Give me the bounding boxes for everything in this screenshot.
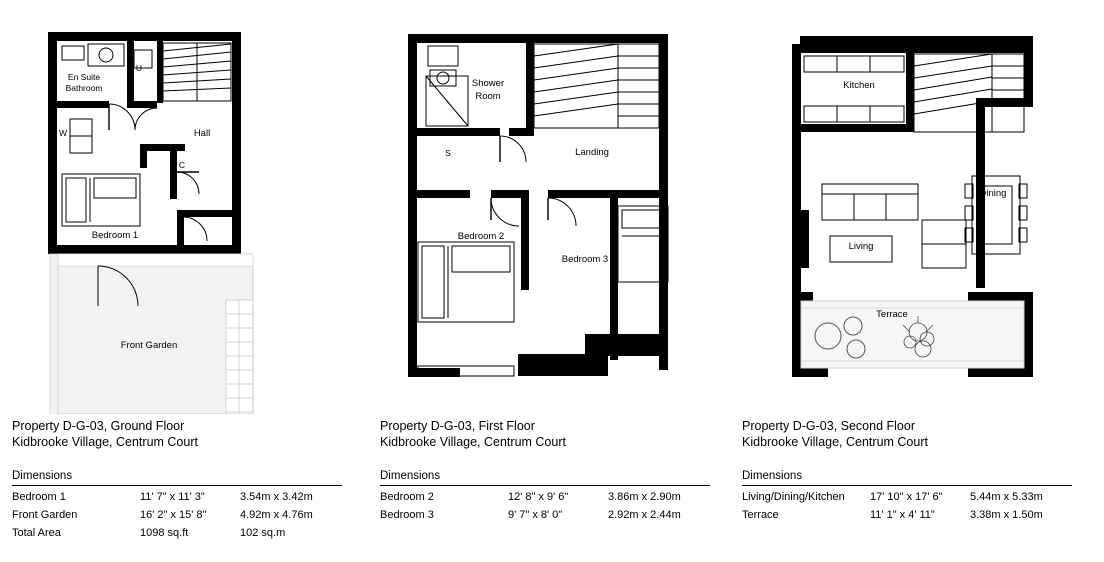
room-label: S	[445, 148, 451, 158]
staircase-ground	[163, 43, 231, 101]
room-label: Dining	[979, 188, 1007, 199]
dimension-imperial: 9' 7" x 8' 0"	[508, 509, 563, 521]
room-label: Hall	[193, 128, 211, 139]
shower-fixtures-first	[426, 46, 468, 126]
caption-line-2: Kidbrooke Village, Centrum Court	[380, 435, 566, 449]
table-row	[742, 506, 1072, 524]
living-furniture-second	[801, 184, 966, 268]
dimension-label: Bedroom 3	[380, 509, 434, 521]
room-label: W	[58, 128, 68, 138]
dimensions-title: Dimensions	[12, 470, 73, 482]
dimension-label: Front Garden	[12, 509, 78, 521]
dimensions-table-first	[380, 470, 710, 524]
table-row	[12, 524, 342, 542]
room-label: Front Garden	[120, 340, 178, 351]
table-row	[742, 488, 1072, 506]
room-label: C	[178, 160, 186, 170]
room-label: Shower	[471, 78, 505, 89]
staircase-second	[914, 54, 1024, 132]
bed-furniture-ground	[62, 174, 140, 226]
panel-caption-second	[742, 418, 1072, 450]
dimensions-table-ground	[12, 470, 342, 542]
staircase-first	[534, 44, 659, 128]
table-row	[12, 488, 342, 506]
doors-first	[491, 136, 576, 226]
dimension-label: Bedroom 2	[380, 491, 434, 503]
front-garden-ground	[50, 254, 253, 414]
dimension-label: Terrace	[742, 509, 779, 521]
room-label: Terrace	[876, 309, 908, 320]
panel-caption-ground	[12, 418, 342, 450]
floorplan-drawing-first	[378, 14, 718, 404]
dimension-metric: 4.92m x 4.76m	[240, 509, 313, 521]
caption-line-1: Property D-G-03, Ground Floor	[12, 419, 185, 433]
terrace-second	[801, 301, 1024, 368]
caption-line-2: Kidbrooke Village, Centrum Court	[12, 435, 198, 449]
caption-line-1: Property D-G-03, Second Floor	[742, 419, 915, 433]
dimensions-table-second	[742, 470, 1072, 524]
caption-line-2: Kidbrooke Village, Centrum Court	[742, 435, 928, 449]
floorplan-drawing-second	[740, 14, 1080, 404]
dimension-metric: 3.38m x 1.50m	[970, 509, 1043, 521]
table-row	[12, 506, 342, 524]
bathroom-fixtures-ground	[62, 44, 124, 66]
room-label: Bedroom 2	[457, 231, 505, 242]
dimension-metric: 102 sq.m	[240, 527, 286, 539]
room-label: Living	[848, 241, 874, 252]
divider	[12, 485, 342, 486]
dimension-label: Bedroom 1	[12, 491, 66, 503]
dimension-metric: 3.54m x 3.42m	[240, 491, 313, 503]
dimension-label: Total Area	[12, 527, 61, 539]
doors-ground	[109, 104, 207, 241]
floorplan-panel-second	[740, 0, 1080, 562]
dimension-imperial: 17' 10" x 17' 6"	[870, 491, 943, 503]
dimension-imperial: 11' 1" x 4' 11"	[870, 509, 935, 521]
floorplan-panel-first	[378, 0, 718, 562]
room-label: Bathroom	[65, 83, 103, 93]
divider	[380, 485, 710, 486]
dimensions-title: Dimensions	[742, 470, 803, 482]
room-label: Room	[475, 91, 501, 102]
room-label: U	[135, 63, 143, 73]
table-row	[380, 488, 710, 506]
floorplan-drawing-ground	[10, 14, 350, 404]
floorplan-panel-ground	[10, 0, 350, 562]
bed-furniture-bedroom2	[418, 242, 514, 376]
caption-line-1: Property D-G-03, First Floor	[380, 419, 535, 433]
table-row	[380, 506, 710, 524]
room-label: Bedroom 3	[561, 254, 609, 265]
room-label: Landing	[575, 147, 609, 158]
dimensions-title: Dimensions	[380, 470, 441, 482]
room-label: Bedroom 1	[91, 230, 139, 241]
walls-ground	[48, 32, 241, 254]
dimension-imperial: 11' 7" x 11' 3"	[140, 491, 205, 503]
dimension-imperial: 1098 sq.ft	[140, 527, 189, 539]
dimension-metric: 2.92m x 2.44m	[608, 509, 681, 521]
dimension-imperial: 16' 2" x 15' 8"	[140, 509, 207, 521]
washer-ground	[70, 119, 92, 153]
dimension-imperial: 12' 8" x 9' 6"	[508, 491, 569, 503]
panel-caption-first	[380, 418, 710, 450]
dimension-metric: 3.86m x 2.90m	[608, 491, 681, 503]
room-label: Kitchen	[843, 80, 875, 91]
room-label: En Suite	[67, 72, 101, 82]
dimension-metric: 5.44m x 5.33m	[970, 491, 1043, 503]
divider	[742, 485, 1072, 486]
dimension-label: Living/Dining/Kitchen	[742, 491, 845, 503]
